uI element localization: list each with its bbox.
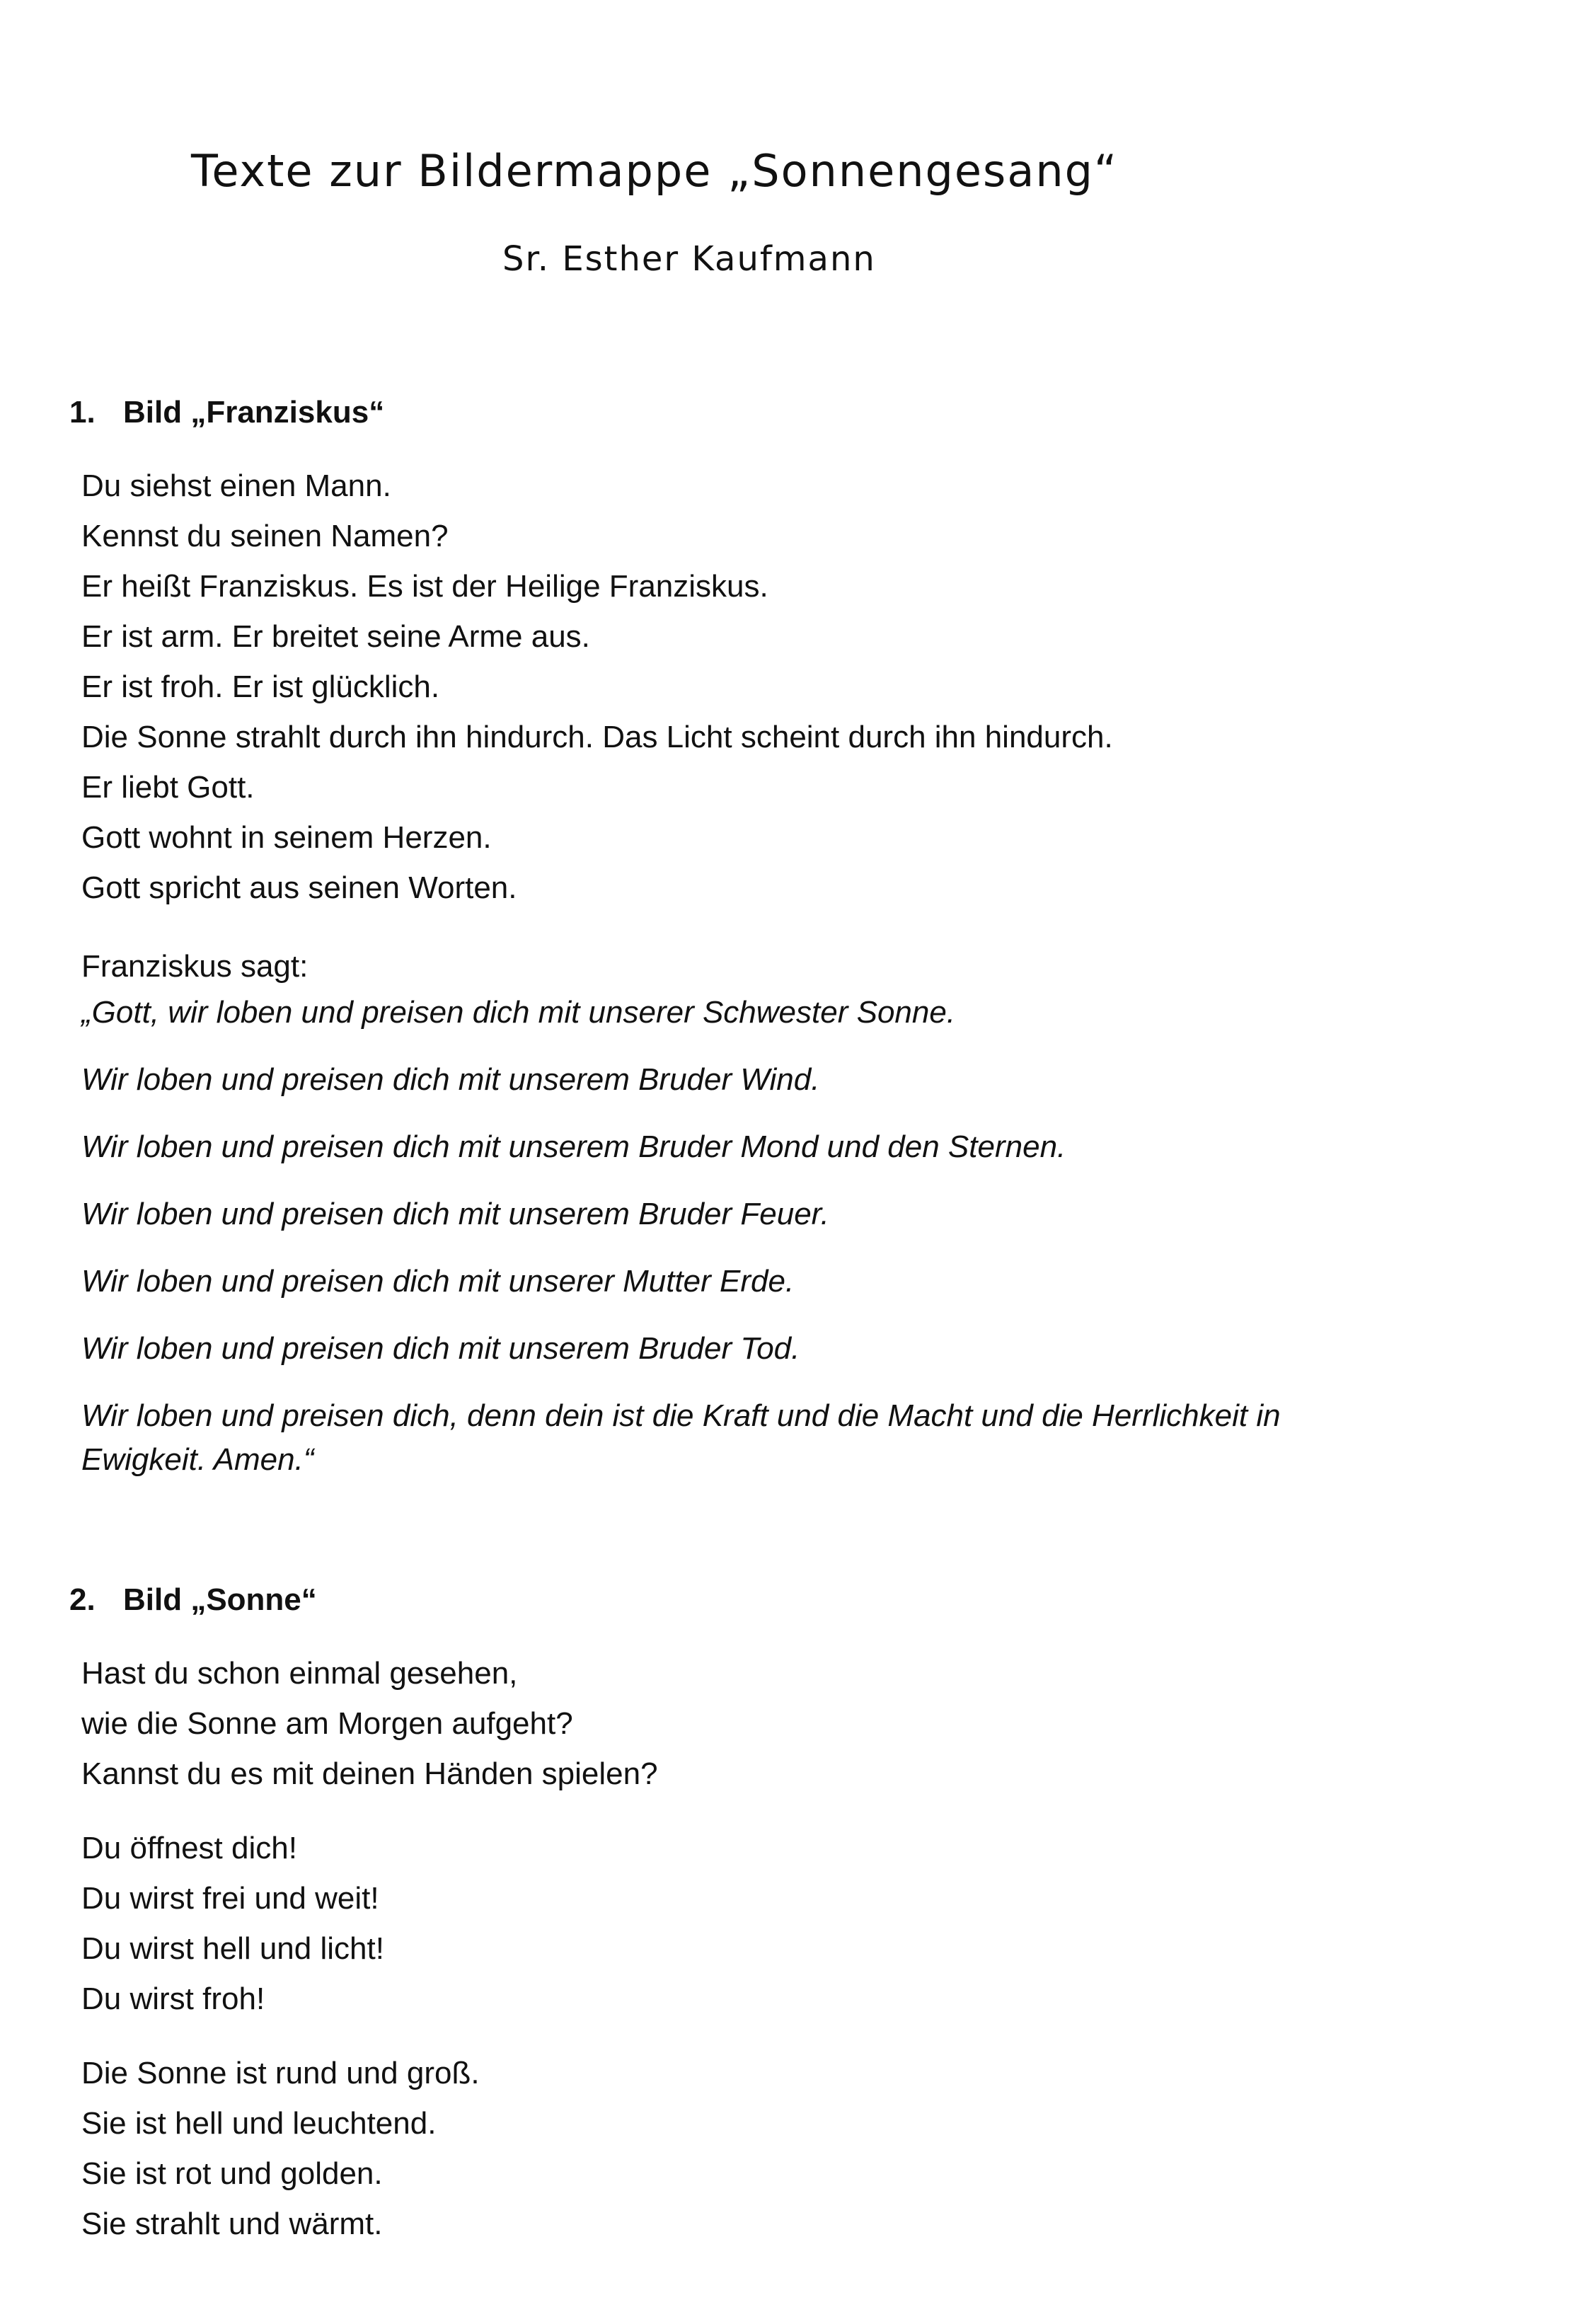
prayer-line: „Gott, wir loben und preisen dich mit unserer Schwester Sonne. [81, 995, 956, 1030]
section-2-stanza-3 [81, 2048, 480, 2249]
text-line: Du wirst hell und licht! [81, 1931, 384, 1966]
prayer-line: Wir loben und preisen dich mit unserem Bruder Tod. [81, 1331, 800, 1366]
prayer-line: Wir loben und preisen dich mit unserer Mutter Erde. [81, 1264, 795, 1299]
text-line: Gott spricht aus seinen Worten. [81, 870, 517, 905]
section-2-stanza-1 [81, 1648, 658, 1799]
text-line: Kennst du seinen Namen? [81, 519, 449, 553]
section-1-text [81, 461, 1113, 913]
text-line: Sie ist rot und golden. [81, 2156, 383, 2191]
section-1-title: Bild „Franziskus“ [123, 395, 385, 430]
section-1-number: 1. [69, 395, 96, 430]
text-line: Gott wohnt in seinem Herzen. [81, 820, 492, 855]
prayer-line: Wir loben und preisen dich mit unserem Bruder Wind. [81, 1062, 820, 1097]
text-line: Du wirst froh! [81, 1981, 265, 2016]
text-line: Du öffnest dich! [81, 1831, 297, 1865]
prayer-line: Wir loben und preisen dich mit unserem Bruder Feuer. [81, 1197, 829, 1231]
text-line: wie die Sonne am Morgen aufgeht? [81, 1706, 573, 1741]
document-author: Sr. Esther Kaufmann [502, 239, 876, 279]
section-2-title: Bild „Sonne“ [123, 1582, 317, 1617]
text-line: Er ist arm. Er breitet seine Arme aus. [81, 619, 590, 654]
prayer-line: Wir loben und preisen dich, denn dein ist die Kraft und die Macht und die Herrlichkeit in Ewigkeit. Amen.“ [81, 1398, 1281, 1477]
text-line: Er ist froh. Er ist glücklich. [81, 669, 440, 704]
text-line: Die Sonne strahlt durch ihn hindurch. Das Licht scheint durch ihn hindurch. [81, 720, 1113, 754]
prayer-text [81, 991, 1355, 1482]
text-line: Sie ist hell und leuchtend. [81, 2106, 437, 2141]
section-1-heading [69, 395, 384, 430]
text-line: Du wirst frei und weit! [81, 1881, 379, 1916]
section-2-number: 2. [69, 1582, 96, 1617]
section-2-stanza-2 [81, 1823, 384, 2024]
text-line: Hast du schon einmal gesehen, [81, 1656, 518, 1691]
text-line: Er heißt Franziskus. Es ist der Heilige Franziskus. [81, 569, 768, 604]
text-line: Kannst du es mit deinen Händen spielen? [81, 1756, 658, 1791]
section-2-heading [69, 1582, 317, 1618]
prayer-intro: Franziskus sagt: [81, 949, 309, 984]
document-title: Texte zur Bildermappe „Sonnengesang“ [191, 145, 1119, 197]
text-line: Er liebt Gott. [81, 770, 255, 805]
text-line: Sie strahlt und wärmt. [81, 2207, 383, 2241]
text-line: Du siehst einen Mann. [81, 468, 391, 503]
text-line: Die Sonne ist rund und groß. [81, 2056, 480, 2090]
prayer-line: Wir loben und preisen dich mit unserem Bruder Mond und den Sternen. [81, 1129, 1066, 1164]
